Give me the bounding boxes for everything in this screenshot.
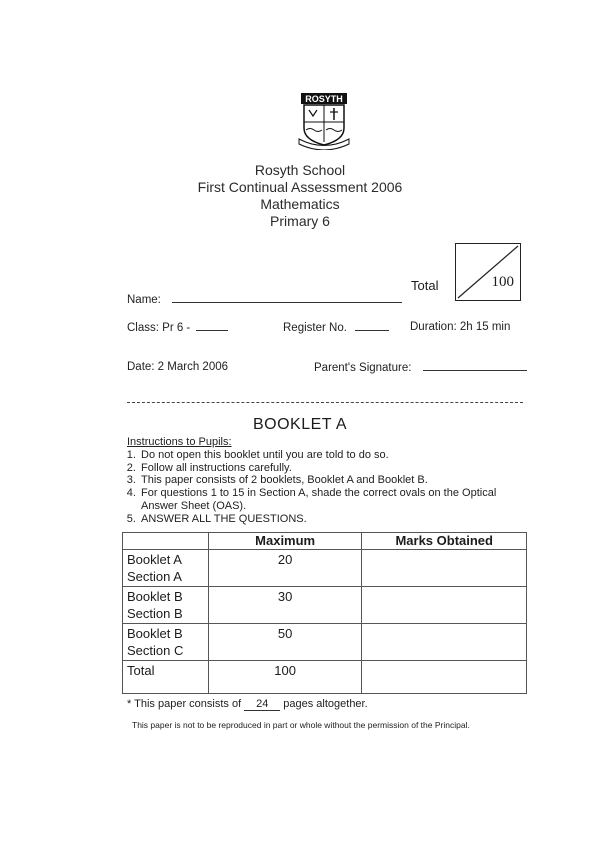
section-line: Booklet B [127, 626, 183, 641]
copyright-note: This paper is not to be reproduced in part or whole without the permission of the Principal. [132, 720, 470, 730]
table-header-row [123, 533, 527, 550]
marks-obtained-cell[interactable] [362, 587, 527, 624]
instructions-block [127, 436, 527, 526]
table-row [123, 661, 527, 694]
school-name: Rosyth School [254, 162, 346, 178]
total-score-box [455, 243, 521, 301]
class-field-row [127, 321, 228, 334]
section-line: Total [127, 663, 155, 678]
marks-obtained-cell[interactable] [362, 550, 527, 587]
marks-table [122, 532, 527, 694]
section-cell [123, 661, 209, 694]
assessment-title: First Continual Assessment 2006 [197, 179, 403, 195]
booklet-title: BOOKLET A [252, 416, 348, 433]
instruction-item: 3. This paper consists of 2 booklets, Booklet A and Booklet B. [139, 474, 527, 487]
parent-signature-row [314, 361, 527, 374]
table-row [123, 624, 527, 661]
table-header-cell [123, 533, 209, 550]
instruction-item: 2. Follow all instructions carefully. [139, 462, 527, 475]
svg-text:ROSYTH: ROSYTH [305, 94, 343, 104]
subject-title: Mathematics [260, 196, 340, 212]
instructions-heading: Instructions to Pupils: [127, 436, 232, 448]
section-line: Section C [127, 643, 184, 658]
name-label: Name: [127, 294, 161, 306]
marks-obtained-cell[interactable] [362, 624, 527, 661]
section-line: Section B [127, 606, 183, 621]
pages-note [127, 698, 368, 711]
school-crest-logo [297, 92, 351, 150]
class-blank-line[interactable] [196, 321, 228, 331]
register-blank-line[interactable] [355, 321, 389, 331]
section-cell [123, 624, 209, 661]
table-row [123, 587, 527, 624]
name-blank-line[interactable] [172, 293, 402, 303]
class-label: Class: Pr 6 - [127, 322, 191, 334]
maximum-cell: 100 [208, 661, 362, 694]
pages-prefix: * This paper consists of [127, 698, 242, 710]
register-label: Register No. [283, 322, 347, 334]
date-text: Date: 2 March 2006 [127, 361, 229, 373]
instruction-item: 5. ANSWER ALL THE QUESTIONS. [139, 513, 527, 526]
pages-count: 24 [244, 698, 280, 711]
maximum-cell: 20 [208, 550, 362, 587]
parent-signature-blank-line[interactable] [423, 361, 527, 371]
instruction-item: 4. For questions 1 to 15 in Section A, shade the correct ovals on the Optical Answer Sheet (OAS). [139, 487, 527, 513]
dashed-divider [127, 402, 523, 403]
table-header-cell: Maximum [208, 533, 362, 550]
register-field-row [283, 321, 389, 334]
section-line: Booklet A [127, 552, 182, 567]
name-field-row [127, 293, 402, 306]
duration-text: Duration: 2h 15 min [410, 321, 511, 333]
instruction-item: 1. Do not open this booklet until you are told to do so. [139, 449, 527, 462]
section-cell [123, 587, 209, 624]
section-cell [123, 550, 209, 587]
section-line: Section A [127, 569, 182, 584]
table-row [123, 550, 527, 587]
marks-obtained-cell[interactable] [362, 661, 527, 694]
table-header-cell: Marks Obtained [362, 533, 527, 550]
pages-suffix: pages altogether. [283, 698, 368, 710]
maximum-cell: 50 [208, 624, 362, 661]
parent-signature-label: Parent's Signature: [314, 362, 412, 374]
section-line: Booklet B [127, 589, 183, 604]
maximum-cell: 30 [208, 587, 362, 624]
level-title: Primary 6 [270, 213, 330, 229]
total-label: Total [411, 278, 439, 293]
total-max-score: 100 [491, 274, 514, 290]
